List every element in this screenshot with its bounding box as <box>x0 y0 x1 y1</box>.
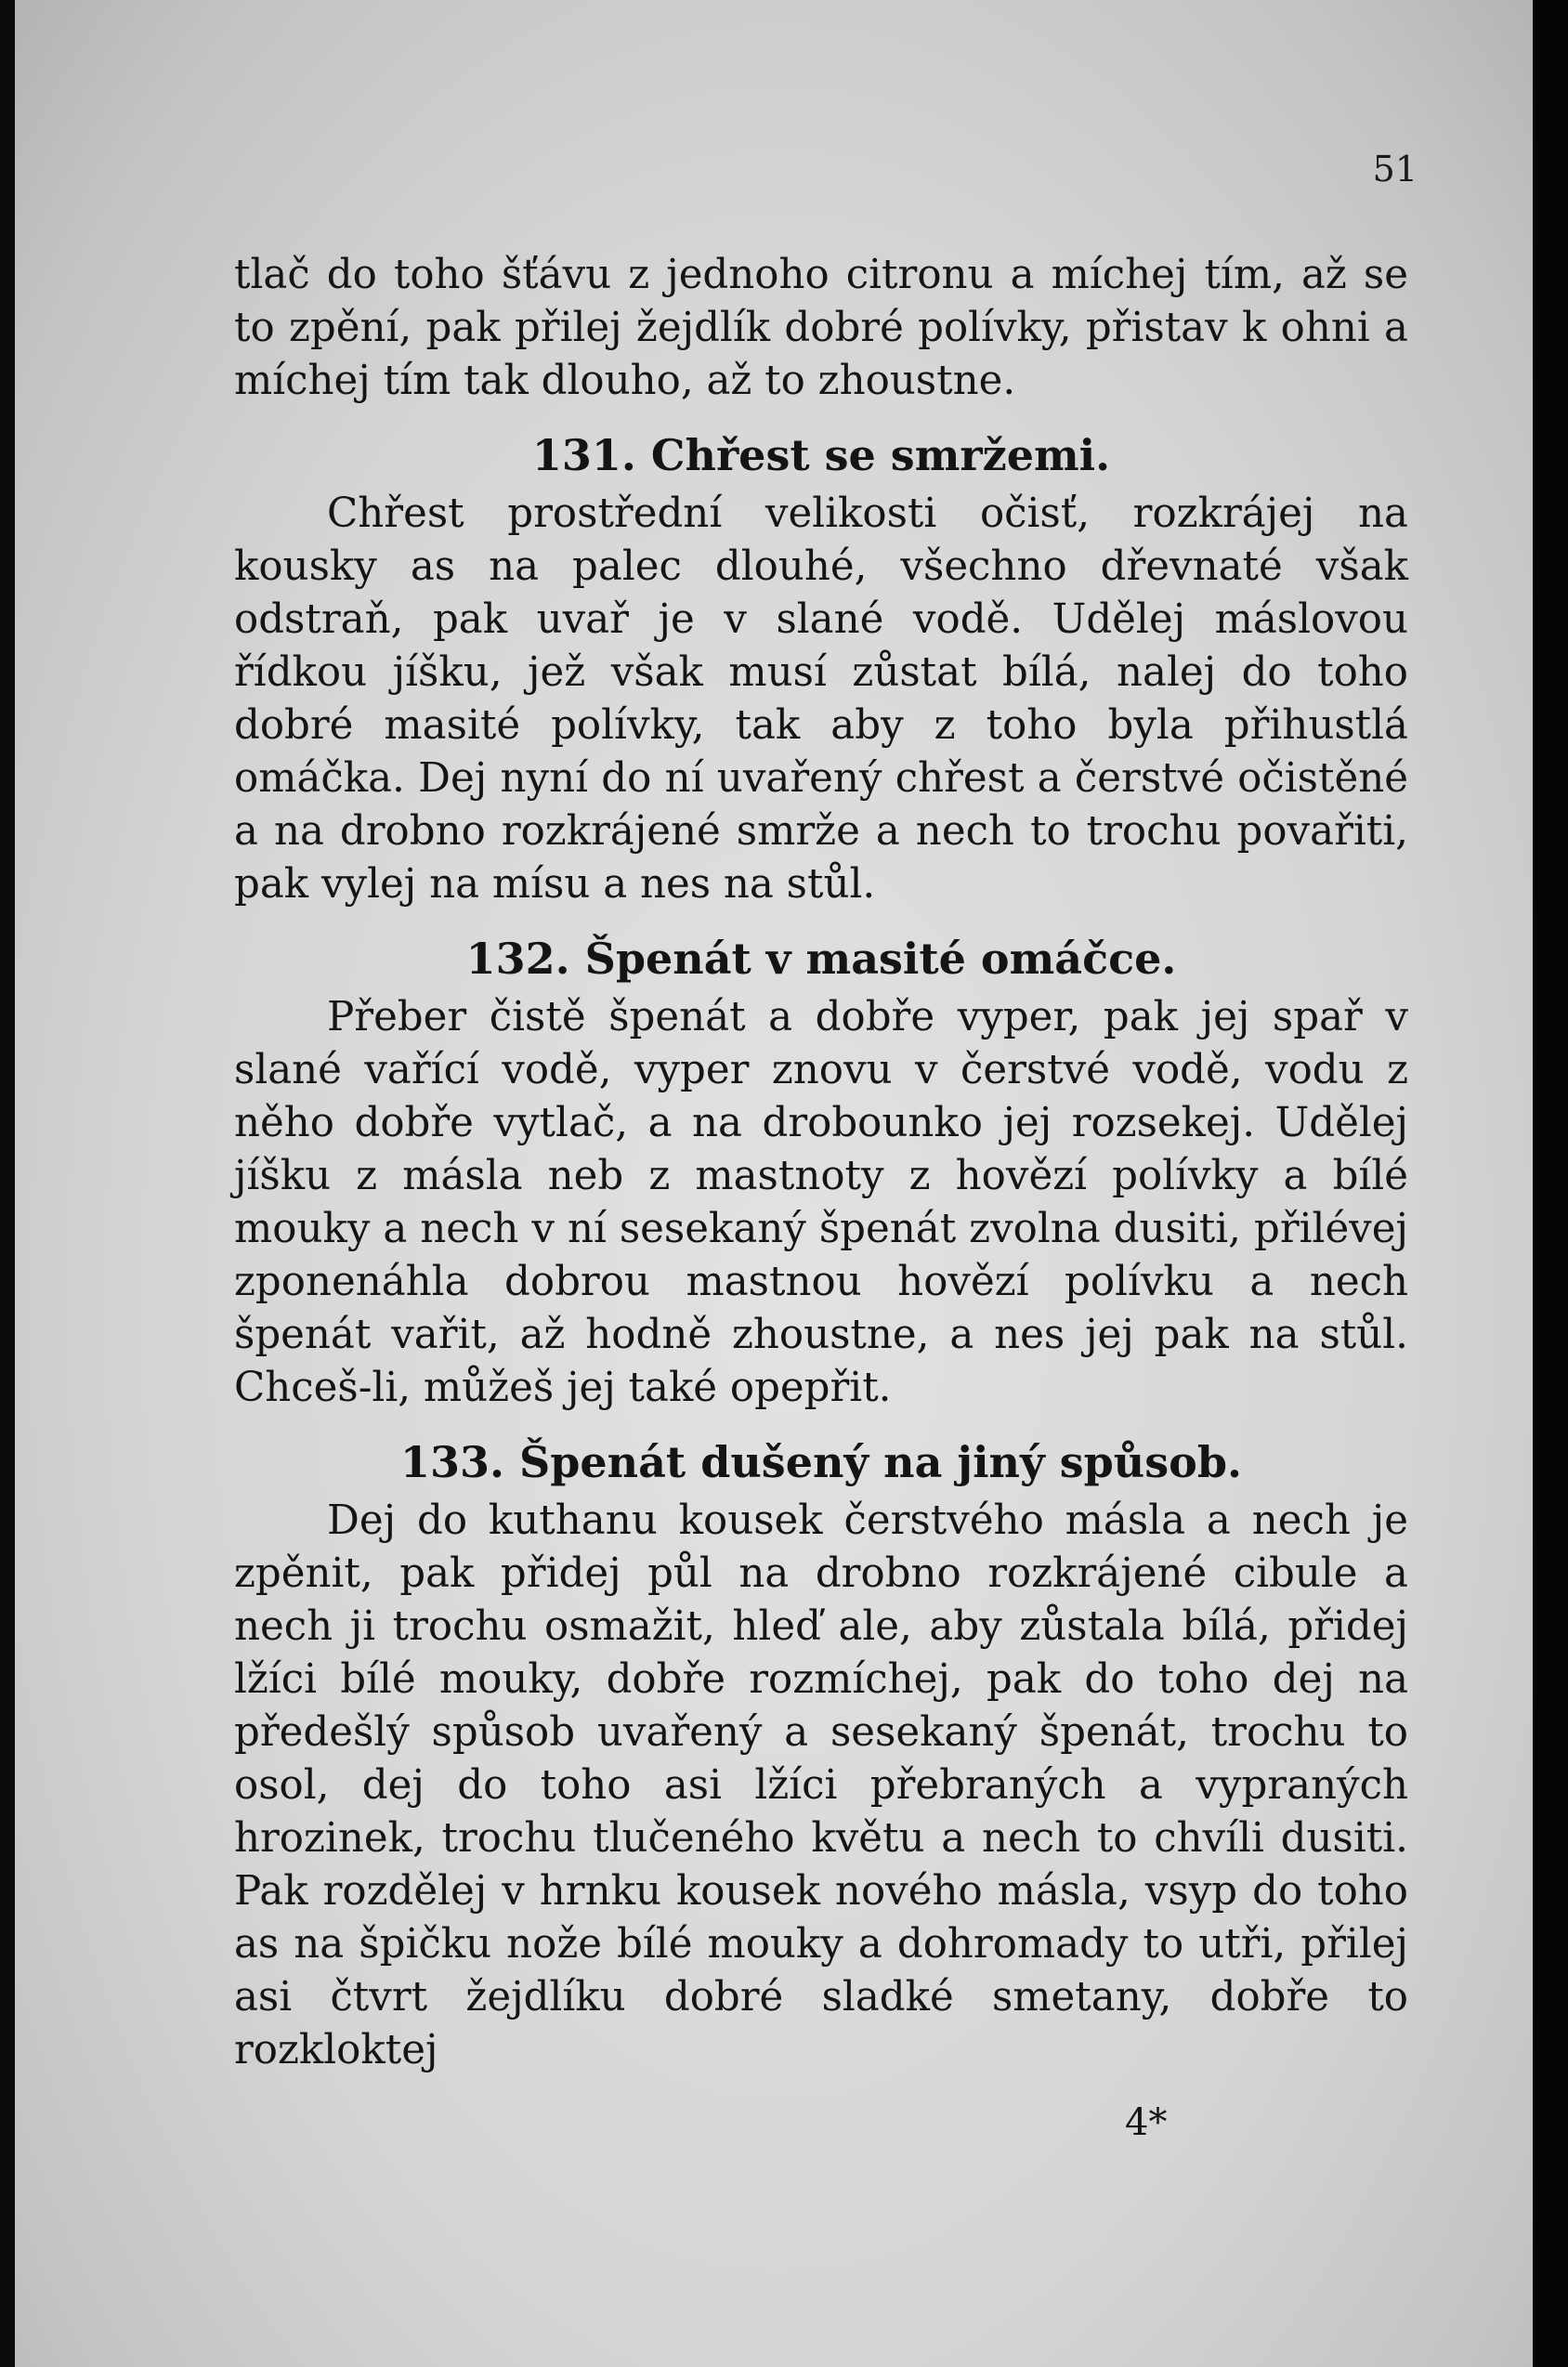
recipe-heading-133: 133. Špenát dušený na jiný spůsob. <box>399 1437 1242 1487</box>
continued-paragraph: tlač do toho šťávu z jednoho citronu a míchej tím, až se to zpění, pak přilej žejdlík dobré polívky, přistav k ohni a míchej tím tak dlouho, až to zhoustne. <box>234 252 1408 404</box>
recipe-heading-132: 132. Špenát v masité omáčce. <box>465 934 1177 984</box>
recipe-text-133: Dej do kuthanu kousek čerstvého másla a nech je zpěnit, pak přidej půl na drobno rozkrájené cibule a nech ji trochu osmažit, hleď ale, aby zůstala bílá, přidej lžíci bílé mouky, dobře rozmíchej, pak do toho dej na předešlý spůsob uvařený a sesekaný špenát, trochu to osol, dej do toho asi lžíci přebraných a vypraných hrozinek, trochu tlučeného květu a nech to chvíli dusiti. Pak rozdělej v hrnku kousek nového másla, vsyp do toho as na špičku nože bílé mouky a dohromady to utři, přilej asi čtvrt žejdlíku dobré sladké smetany, dobře to rozkloktej <box>234 1497 1408 2073</box>
recipe-heading-131: 131. Chřest se smržemi. <box>531 430 1111 480</box>
recipe-text-132: Přeber čistě špenát a dobře vyper, pak jej spař v slané vařící vodě, vyper znovu v čerstvé vodě, vodu z něho dobře vytlač, a na drobounko jej rozsekej. Udělej jíšku z másla neb z mastnoty z hovězí polívky a bílé mouky a nech v ní sesekaný špenát zvolna dusiti, přilévej zponenáhla dobrou mastnou hovězí polívku a nech špenát vařit, až hodně zhoustne, a nes jej pak na stůl. Chceš-li, můžeš jej také opepřit. <box>234 994 1408 1411</box>
recipe-text-131: Chřest prostřední velikosti očisť, rozkrájej na kousky as na palec dlouhé, všechno dřevnaté však odstraň, pak uvař je v slané vodě. Udělej máslovou řídkou jíšku, jež však musí zůstat bílá, nalej do toho dobré masité polívky, tak aby z toho byla přihustlá omáčka. Dej nyní do ní uvařený chřest a čerstvé očistěné a na drobno rozkrájené smrže a nech to trochu povařiti, pak vylej na mísu a nes na stůl. <box>234 490 1408 908</box>
page-body <box>234 249 1408 2077</box>
book-page <box>15 0 1546 2367</box>
page-number: 51 <box>1372 149 1418 190</box>
signature-mark: 4* <box>1125 2101 1168 2144</box>
scan-edge <box>1533 0 1568 2367</box>
